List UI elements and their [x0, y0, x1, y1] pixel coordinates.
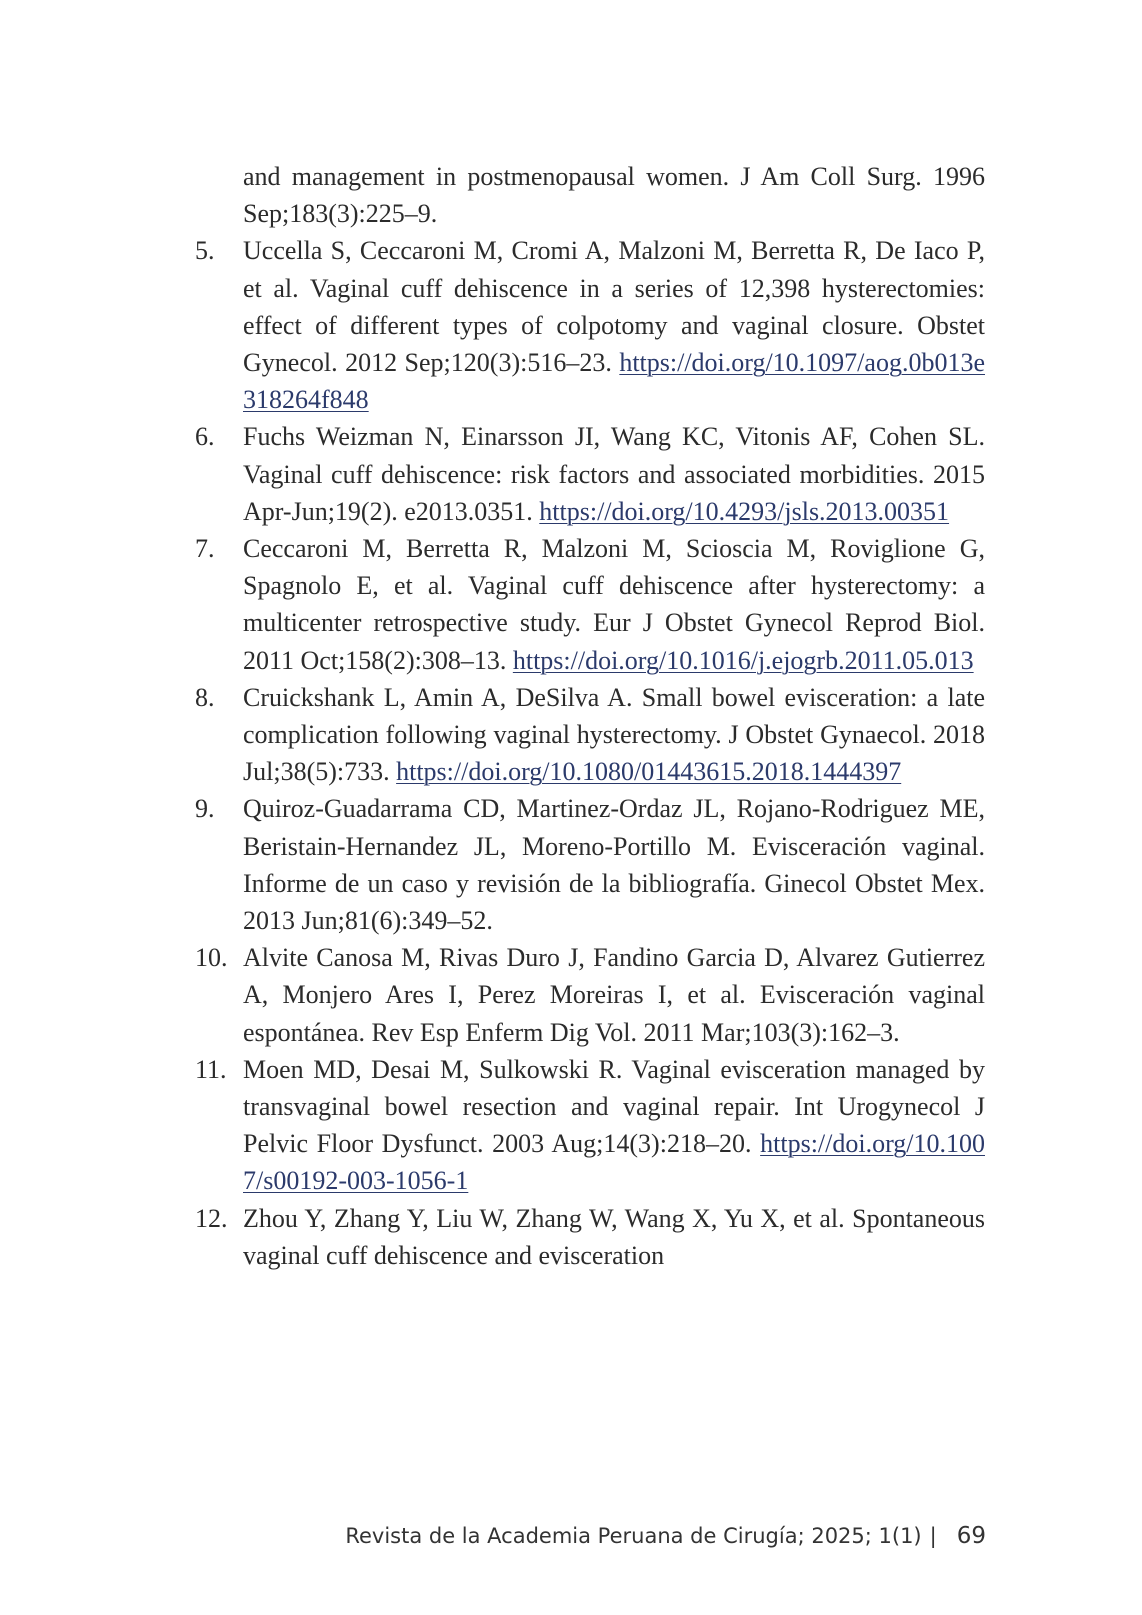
- reference-text: Ceccaroni M, Berretta R, Malzoni M, Scioscia M, Roviglione G, Spagnolo E, et al. Vaginal cuff dehiscence after hysterectomy: a multicenter retrospective study. Eur J Obstet Gynecol Reprod Biol. 2011 Oct;158(2):308–13.: [243, 534, 985, 675]
- reference-text: Quiroz-Guadarrama CD, Martinez-Ordaz JL, Rojano-Rodriguez ME, Beristain-Hernandez JL, Moreno-Portillo M. Evisceración vaginal. Informe de un caso y revisión de la bibliografía. Ginecol Obstet Mex. 2013 Jun;81(6):349–52.: [243, 794, 985, 936]
- reference-doi-link[interactable]: https://doi.org/10.1016/j.ejogrb.2011.05.013: [512, 645, 974, 675]
- journal-citation: Revista de la Academia Peruana de Cirugía; 2025; 1(1): [345, 1524, 922, 1548]
- page-footer: [345, 1523, 986, 1549]
- reference-number: 5.: [195, 236, 215, 266]
- reference-item: [195, 418, 985, 530]
- reference-item: [195, 939, 985, 1051]
- reference-list: [195, 158, 985, 1274]
- reference-text: Fuchs Weizman N, Einarsson JI, Wang KC, Vitonis AF, Cohen SL. Vaginal cuff dehiscence: risk factors and associated morbidities. 2015 Apr-Jun;19(2). e2013.0351.: [243, 422, 985, 526]
- reference-text: and management in postmenopausal women. J Am Coll Surg. 1996 Sep;183(3):225–9.: [243, 162, 985, 229]
- reference-item: [195, 790, 985, 939]
- reference-number: 10.: [195, 943, 228, 973]
- reference-doi-link[interactable]: https://doi.org/10.1007/s00192-003-1056-1: [243, 1129, 985, 1196]
- reference-item: [195, 679, 985, 791]
- reference-item: [243, 158, 985, 232]
- reference-number: 12.: [195, 1203, 228, 1233]
- reference-item: [195, 1200, 985, 1274]
- reference-item: [195, 530, 985, 679]
- page-number: 69: [956, 1523, 986, 1549]
- reference-number: 11.: [195, 1054, 227, 1084]
- reference-doi-link[interactable]: https://doi.org/10.1097/aog.0b013e318264f848: [243, 348, 985, 415]
- reference-item: [195, 232, 985, 418]
- reference-number: 8.: [195, 682, 215, 712]
- reference-text: Alvite Canosa M, Rivas Duro J, Fandino Garcia D, Alvarez Gutierrez A, Monjero Ares I, Perez Moreiras I, et al. Evisceración vaginal espontánea. Rev Esp Enferm Dig Vol. 2011 Mar;103(3):162–3.: [243, 943, 985, 1047]
- reference-number: 6.: [195, 422, 215, 452]
- reference-doi-link[interactable]: https://doi.org/10.1080/01443615.2018.1444397: [396, 757, 902, 787]
- reference-text: Zhou Y, Zhang Y, Liu W, Zhang W, Wang X, Yu X, et al. Spontaneous vaginal cuff dehiscence and evisceration: [243, 1203, 985, 1270]
- reference-number: 9.: [195, 794, 215, 824]
- reference-item: [195, 1051, 985, 1200]
- reference-page: [195, 158, 985, 1274]
- reference-text: Cruickshank L, Amin A, DeSilva A. Small bowel evisceration: a late complication following vaginal hysterectomy. J Obstet Gynaecol. 2018 Jul;38(5):733.: [243, 682, 985, 787]
- reference-text: Moen MD, Desai M, Sulkowski R. Vaginal evisceration managed by transvaginal bowel resection and vaginal repair. Int Urogynecol J Pelvic Floor Dysfunct. 2003 Aug;14(3):218–20.: [243, 1054, 985, 1159]
- reference-text: Uccella S, Ceccaroni M, Cromi A, Malzoni M, Berretta R, De Iaco P, et al. Vaginal cuff dehiscence in a series of 12,398 hysterectomies: effect of different types of colpotomy and vaginal closure. Obstet Gynecol. 2012 Sep;120(3):516–23.: [243, 236, 985, 378]
- footer-separator: |: [929, 1524, 937, 1548]
- reference-number: 7.: [195, 534, 215, 564]
- reference-doi-link[interactable]: https://doi.org/10.4293/jsls.2013.00351: [539, 496, 950, 526]
